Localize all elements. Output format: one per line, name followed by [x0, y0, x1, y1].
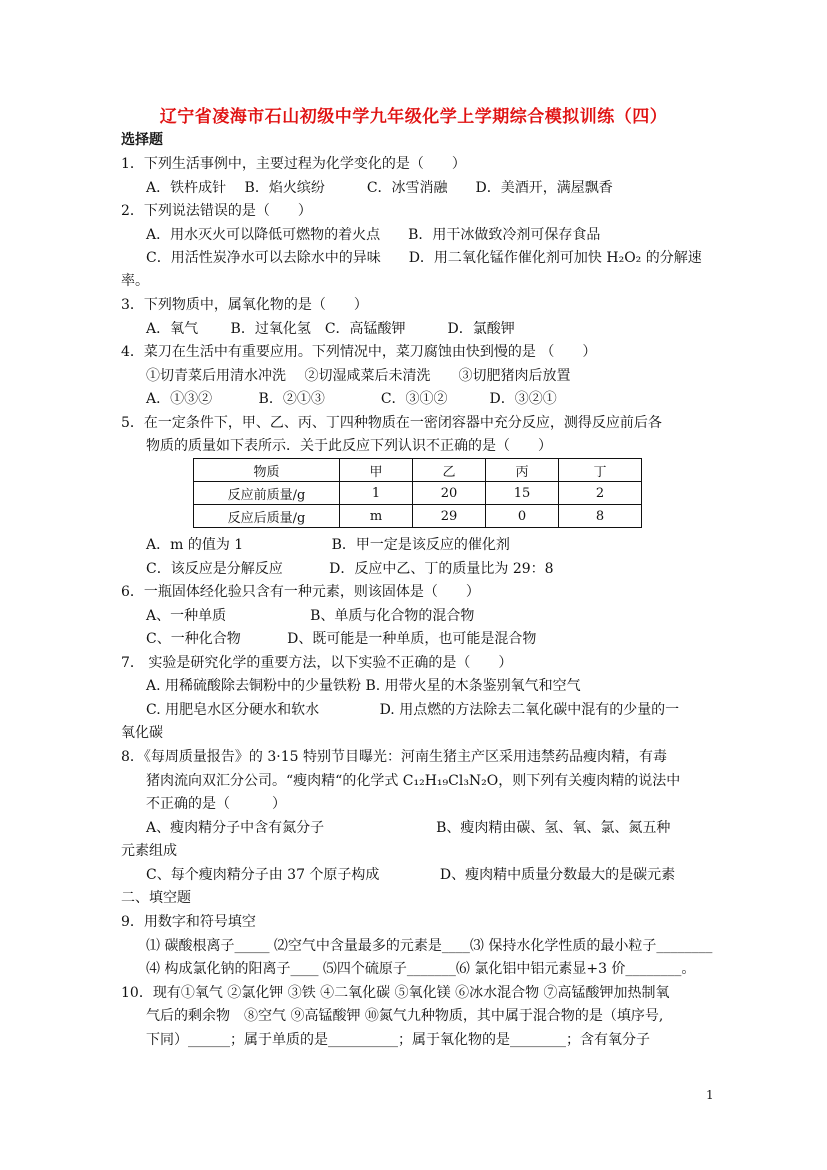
q4-items: ①切青菜后用清水冲洗 ②切湿咸菜后未清洗 ③切肥猪肉后放置	[146, 368, 571, 384]
q8-stem-2: 猪肉流向双汇分公司。“瘦肉精“的化学式 C₁₂H₁₉Cl₃N₂O，则下列有关瘦肉精的说法中	[146, 773, 681, 789]
document-title: 辽宁省凌海市石山初级中学九年级化学上学期综合模拟训练（四）	[159, 107, 668, 127]
q2-options-2-cont: 率。	[121, 273, 149, 289]
table-cell: 0	[486, 505, 559, 528]
q1-stem: 1．下列生活事例中，主要过程为化学变化的是（ ）	[121, 156, 466, 172]
q3-stem: 3．下列物质中，属氧化物的是（ ）	[121, 297, 368, 313]
q1-options: A．铁杵成针 B．焰火缤纷 C．冰雪消融 D．美酒开，满屋飘香	[146, 180, 613, 196]
table-header-cell: 乙	[413, 459, 486, 482]
q5-stem-2: 物质的质量如下表所示．关于此反应下列认识不正确的是（ ）	[146, 438, 552, 454]
q5-options-2: C．该反应是分解反应 D．反应中乙、丁的质量比为 29：8	[146, 561, 554, 577]
table-cell: 8	[559, 505, 642, 528]
table-cell: 29	[413, 505, 486, 528]
table-header-row	[194, 459, 642, 482]
table-cell: 反应后质量/g	[194, 505, 340, 528]
q7-options-2-cont: 氧化碳	[121, 725, 163, 741]
q8-stem-1: 8．《每周质量报告》的 3·15 特别节目曝光：河南生猪主产区采用违禁药品瘦肉精，有毒	[121, 749, 667, 765]
table-cell: 1	[340, 482, 413, 505]
q8-options-2: C、每个瘦肉精分子由 37 个原子构成 D、瘦肉精中质量分数最大的是碳元素	[146, 867, 676, 883]
q5-stem: 5．在一定条件下，甲、乙、丙、丁四种物质在一密闭容器中充分反应，测得反应前后各	[121, 415, 662, 431]
q6-options-2: C、一种化合物 D、既可能是一种单质，也可能是混合物	[146, 631, 537, 647]
q7-options-1: A. 用稀硫酸除去铜粉中的少量铁粉 B. 用带火星的木条鉴别氧气和空气	[146, 678, 581, 694]
table-header-cell: 丙	[486, 459, 559, 482]
q2-stem: 2．下列说法错误的是（ ）	[121, 203, 312, 219]
table-cell: 2	[559, 482, 642, 505]
table-header-cell: 物质	[194, 459, 340, 482]
section-heading-choice: 选择题	[121, 132, 163, 148]
table-row	[194, 505, 642, 528]
q7-stem: 7． 实验是研究化学的重要方法，以下实验不正确的是（ ）	[121, 655, 513, 671]
q8-options-1: A、瘦肉精分子中含有氮分子 B、瘦肉精由碳、氢、氧、氯、氮五种	[146, 820, 671, 836]
table-cell: 反应前质量/g	[194, 482, 340, 505]
q2-options-1: A．用水灭火可以降低可燃物的着火点 B．用干冰做致冷剂可保存食品	[146, 227, 601, 243]
table-cell: 20	[413, 482, 486, 505]
table-header-cell: 丁	[559, 459, 642, 482]
q4-stem: 4．菜刀在生活中有重要应用。下列情况中，菜刀腐蚀由快到慢的是 （ ）	[121, 344, 597, 360]
q9-stem: 9．用数字和符号填空	[121, 914, 256, 930]
q10-stem-1: 10．现有①氧气 ②氯化钾 ③铁 ④二氧化碳 ⑤氧化镁 ⑥冰水混合物 ⑦高锰酸钾加热制氧	[121, 985, 670, 1001]
table-cell: m	[340, 505, 413, 528]
q9-line-1: ⑴ 碳酸根离子_____ ⑵空气中含量最多的元素是____⑶ 保持水化学性质的最小粒子________	[146, 938, 713, 954]
q7-options-2: C. 用肥皂水区分硬水和软水 D. 用点燃的方法除去二氧化碳中混有的少量的一	[146, 702, 680, 718]
q10-stem-2: 气后的剩余物 ⑧空气 ⑨高锰酸钾 ⑩氮气九种物质，其中属于混合物的是（填序号,	[146, 1008, 664, 1024]
section-heading-fill: 二、填空题	[121, 890, 191, 906]
table-cell: 15	[486, 482, 559, 505]
table-header-cell: 甲	[340, 459, 413, 482]
q9-line-2: ⑷ 构成氯化钠的阳离子____ ⑸四个硫原子_______⑹ 氯化铝中铝元素显+3 价________。	[146, 961, 696, 977]
q10-stem-3: 下同）______；属于单质的是__________；属于氧化物的是________；含有氧分子	[146, 1032, 650, 1048]
q8-stem-3: 不正确的是（ ）	[146, 796, 286, 812]
q6-stem: 6．一瓶固体经化验只含有一种元素，则该固体是（ ）	[121, 584, 480, 600]
table-row	[194, 482, 642, 505]
q5-mass-table	[193, 458, 642, 528]
q8-options-1-cont: 元素组成	[121, 843, 177, 859]
q5-options-1: A．m 的值为 1 B．甲一定是该反应的催化剂	[146, 537, 510, 553]
q4-options: A．①③② B．②①③ C．③①② D．③②①	[146, 391, 557, 407]
page-number: 1	[706, 1088, 714, 1102]
q3-options: A．氧气 B．过氧化氢 C．高锰酸钾 D．氯酸钾	[146, 321, 515, 337]
q2-options-2: C．用活性炭净水可以去除水中的异味 D．用二氧化锰作催化剂可加快 H₂O₂ 的分解速	[146, 250, 702, 266]
q6-options-1: A、一种单质 B、单质与化合物的混合物	[146, 608, 475, 624]
